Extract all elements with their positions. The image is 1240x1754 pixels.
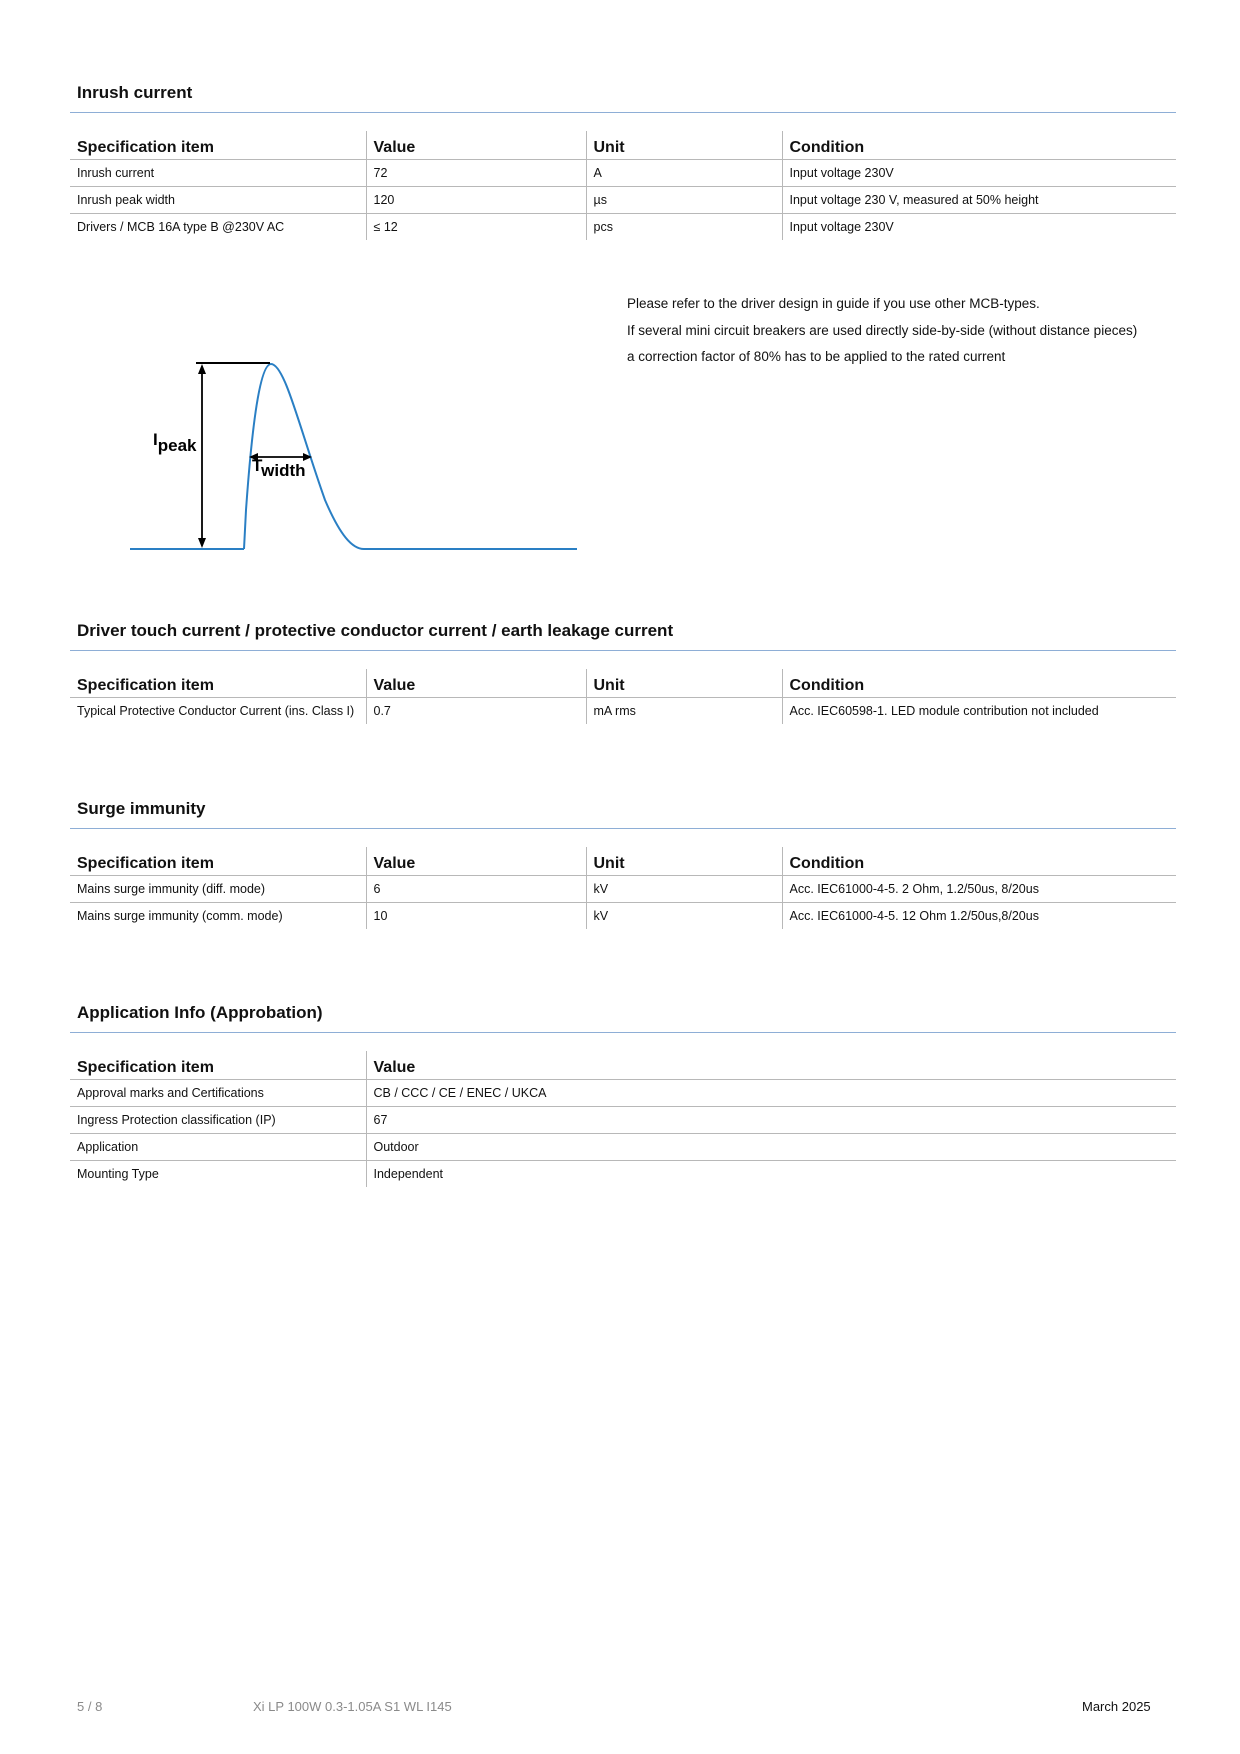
footer-product-name: Xi LP 100W 0.3-1.05A S1 WL I145 <box>253 1699 452 1714</box>
cell-unit: mA rms <box>586 698 782 725</box>
column-header-unit: Unit <box>586 131 782 160</box>
cell-value: 0.7 <box>366 698 586 725</box>
cell-value: Independent <box>366 1161 1176 1188</box>
column-header-condition: Condition <box>782 131 1176 160</box>
surge-immunity-table <box>70 847 1176 929</box>
cell-condition: Acc. IEC60598-1. LED module contribution not included <box>782 698 1176 725</box>
application-info-table <box>70 1051 1176 1187</box>
cell-spec-item: Mounting Type <box>77 1167 159 1181</box>
section-inrush-current <box>70 80 1176 240</box>
cell-spec-item: Drivers / MCB 16A type B @230V AC <box>77 220 285 234</box>
section-divider <box>70 112 1176 113</box>
column-header-spec-item: Specification item <box>70 847 366 876</box>
table-header-row <box>70 847 1176 876</box>
touch-current-table <box>70 669 1176 724</box>
table-row <box>70 876 1176 903</box>
footer-date: March 2025 <box>1082 1699 1151 1714</box>
cell-spec-item: Application <box>70 1134 366 1161</box>
cell-unit: kV <box>586 903 782 930</box>
peak-arrow-head-bottom <box>198 538 206 548</box>
mcb-note <box>627 291 1137 371</box>
section-application-info <box>70 1000 1176 1187</box>
cell-spec-item: Mains surge immunity (comm. mode) <box>77 909 283 923</box>
cell-spec-item: Inrush current <box>70 160 366 187</box>
cell-value: Outdoor <box>366 1134 1176 1161</box>
table-header-row <box>70 669 1176 698</box>
width-label-sub: width <box>261 461 306 480</box>
column-header-value: Value <box>366 131 586 160</box>
section-touch-current <box>70 618 1176 724</box>
table-row <box>70 1161 1176 1188</box>
section-divider <box>70 1032 1176 1033</box>
cell-condition: Input voltage 230 V, measured at 50% height <box>782 187 1176 214</box>
cell-condition: Acc. IEC61000-4-5. 2 Ohm, 1.2/50us, 8/20us <box>782 876 1176 903</box>
section-title: Application Info (Approbation) <box>77 1003 323 1022</box>
cell-value: 67 <box>366 1107 1176 1134</box>
cell-spec-item: Typical Protective Conductor Current (ins. Class I) <box>77 704 355 718</box>
cell-unit: pcs <box>586 214 782 241</box>
cell-value: CB / CCC / CE / ENEC / UKCA <box>366 1080 1176 1107</box>
table-row <box>70 698 1176 725</box>
section-divider <box>70 828 1176 829</box>
column-header-unit: Unit <box>586 847 782 876</box>
table-row <box>70 214 1176 241</box>
column-header-spec-item: Specification item <box>70 131 366 160</box>
cell-spec-item: Inrush peak width <box>70 187 366 214</box>
section-title: Driver touch current / protective conductor current / earth leakage current <box>77 621 674 640</box>
column-header-condition: Condition <box>782 847 1176 876</box>
peak-label-sub: peak <box>157 436 197 455</box>
cell-unit: A <box>586 160 782 187</box>
cell-spec-item: Approval marks and Certifications <box>70 1080 366 1107</box>
column-header-value: Value <box>366 1051 1176 1080</box>
peak-label <box>153 430 197 455</box>
note-line: If several mini circuit breakers are used directly side-by-side (without distance pieces) <box>627 322 1138 338</box>
cell-spec-item: Ingress Protection classification (IP) <box>70 1107 366 1134</box>
cell-value: 120 <box>366 187 586 214</box>
section-title: Inrush current <box>77 83 193 102</box>
cell-value: 72 <box>366 160 586 187</box>
column-header-spec-item: Specification item <box>70 669 366 698</box>
peak-arrow-head-top <box>198 364 206 374</box>
column-header-condition: Condition <box>782 669 1176 698</box>
table-row <box>70 1134 1176 1161</box>
table-row <box>70 903 1176 930</box>
table-row <box>70 1107 1176 1134</box>
section-title: Surge immunity <box>77 799 206 818</box>
table-header-row <box>70 1051 1176 1080</box>
note-line: a correction factor of 80% has to be applied to the rated current <box>627 349 1006 364</box>
column-header-value: Value <box>366 669 586 698</box>
section-surge-immunity <box>70 796 1176 929</box>
section-divider <box>70 650 1176 651</box>
column-header-unit: Unit <box>586 669 782 698</box>
cell-unit: kV <box>586 876 782 903</box>
table-header-row <box>70 131 1176 160</box>
cell-condition: Input voltage 230V <box>782 160 1176 187</box>
cell-condition: Acc. IEC61000-4-5. 12 Ohm 1.2/50us,8/20us <box>782 903 1176 930</box>
cell-value: 10 <box>366 903 586 930</box>
note-line: Please refer to the driver design in guide if you use other MCB-types. <box>627 296 1040 311</box>
inrush-current-table <box>70 131 1176 240</box>
peak-label-main: I <box>153 430 158 449</box>
column-header-value: Value <box>366 847 586 876</box>
cell-value: 6 <box>366 876 586 903</box>
table-row <box>70 187 1176 214</box>
width-label-main: T <box>252 456 262 475</box>
inrush-waveform-diagram <box>120 345 590 560</box>
column-header-spec-item: Specification item <box>70 1051 366 1080</box>
cell-spec-item: Mains surge immunity (diff. mode) <box>70 876 366 903</box>
table-row <box>70 1080 1176 1107</box>
footer-page-number: 5 / 8 <box>77 1699 103 1714</box>
cell-unit: µs <box>586 187 782 214</box>
cell-value: ≤ 12 <box>366 214 586 241</box>
width-label <box>252 456 306 480</box>
cell-condition: Input voltage 230V <box>782 214 1176 241</box>
table-row <box>70 160 1176 187</box>
